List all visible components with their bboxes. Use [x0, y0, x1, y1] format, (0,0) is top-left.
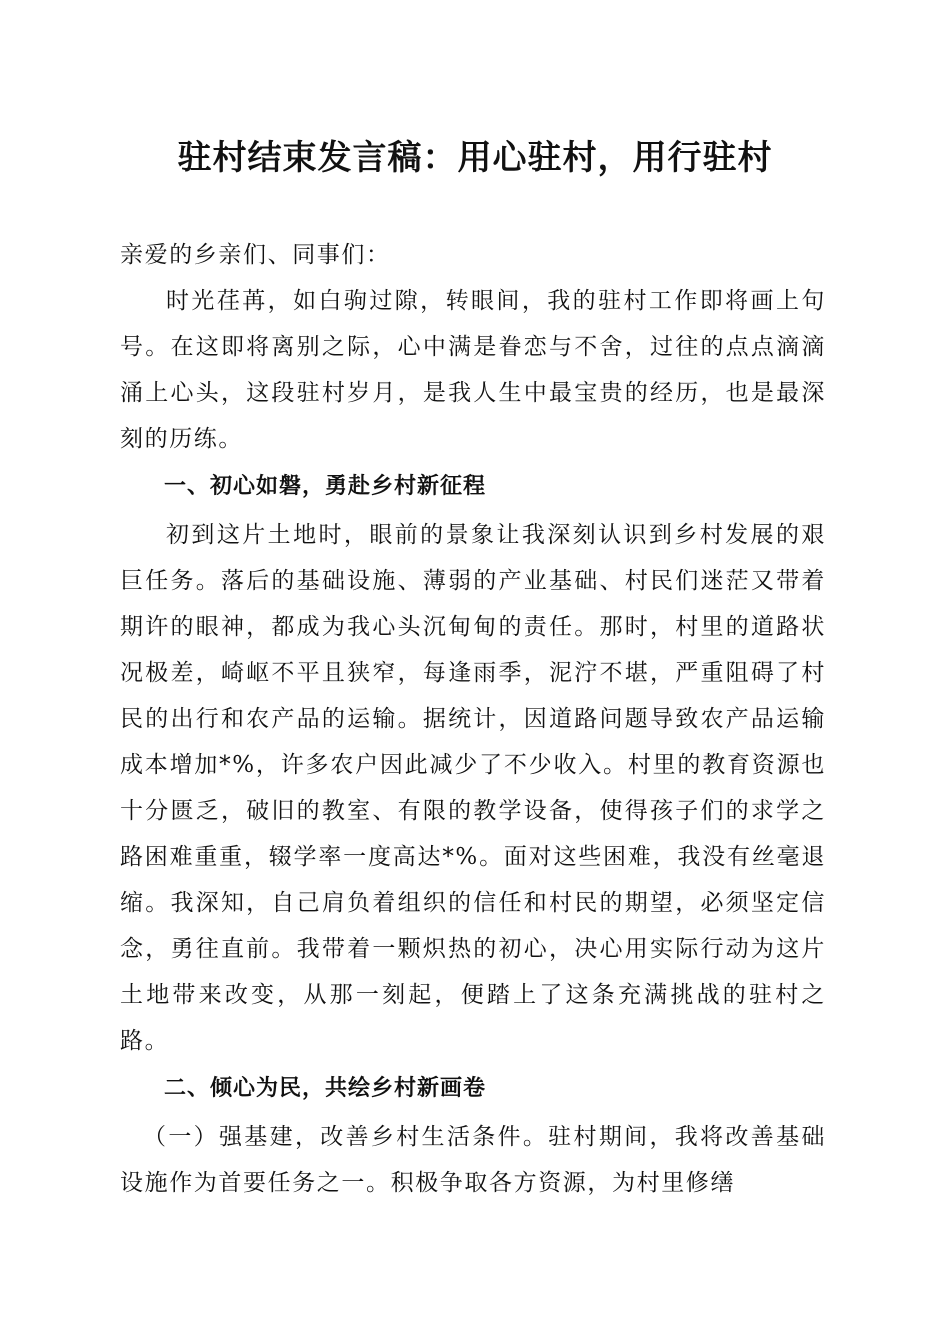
section-1-paragraph: 初到这片土地时，眼前的景象让我深刻认识到乡村发展的艰巨任务。落后的基础设施、薄弱的产业基础、村民们迷茫又带着期许的眼神，都成为我心头沉甸甸的责任。那时，村里的道路状况极差，崎岖不平且狭窄，每逢雨季，泥泞不堪，严重阻碍了村民的出行和农产品的运输。据统计，因道路问题导致农产品运输成本增加*%，许多农户因此减少了不少收入。村里的教育资源也十分匮乏，破旧的教室、有限的教学设备，使得孩子们的求学之路困难重重，辍学率一度高达*%。面对这些困难，我没有丝毫退缩。我深知，自己肩负着组织的信任和村民的期望，必须坚定信念，勇往直前。我带着一颗炽热的初心，决心用实际行动为这片土地带来改变，从那一刻起，便踏上了这条充满挑战的驻村之路。 — [120, 522, 826, 1054]
section-heading-1: 一、初心如磐，勇赴乡村新征程 — [164, 474, 487, 499]
salutation: 亲爱的乡亲们、同事们： — [120, 242, 391, 268]
section-heading-2: 二、倾心为民，共绘乡村新画卷 — [164, 1076, 487, 1101]
document-title: 驻村结束发言稿：用心驻村，用行驻村 — [177, 138, 773, 178]
document-body — [120, 232, 826, 1206]
intro-paragraph: 时光荏苒，如白驹过隙，转眼间，我的驻村工作即将画上句号。在这即将离别之际，心中满是眷恋与不舍，过往的点点滴滴涌上心头，这段驻村岁月，是我人生中最宝贵的经历，也是最深刻的历练。 — [120, 288, 826, 452]
section-2-subsection-1: （一）强基建，改善乡村生活条件。驻村期间，我将改善基础设施作为首要任务之一。积极争取各方资源，为村里修缮 — [120, 1124, 826, 1196]
